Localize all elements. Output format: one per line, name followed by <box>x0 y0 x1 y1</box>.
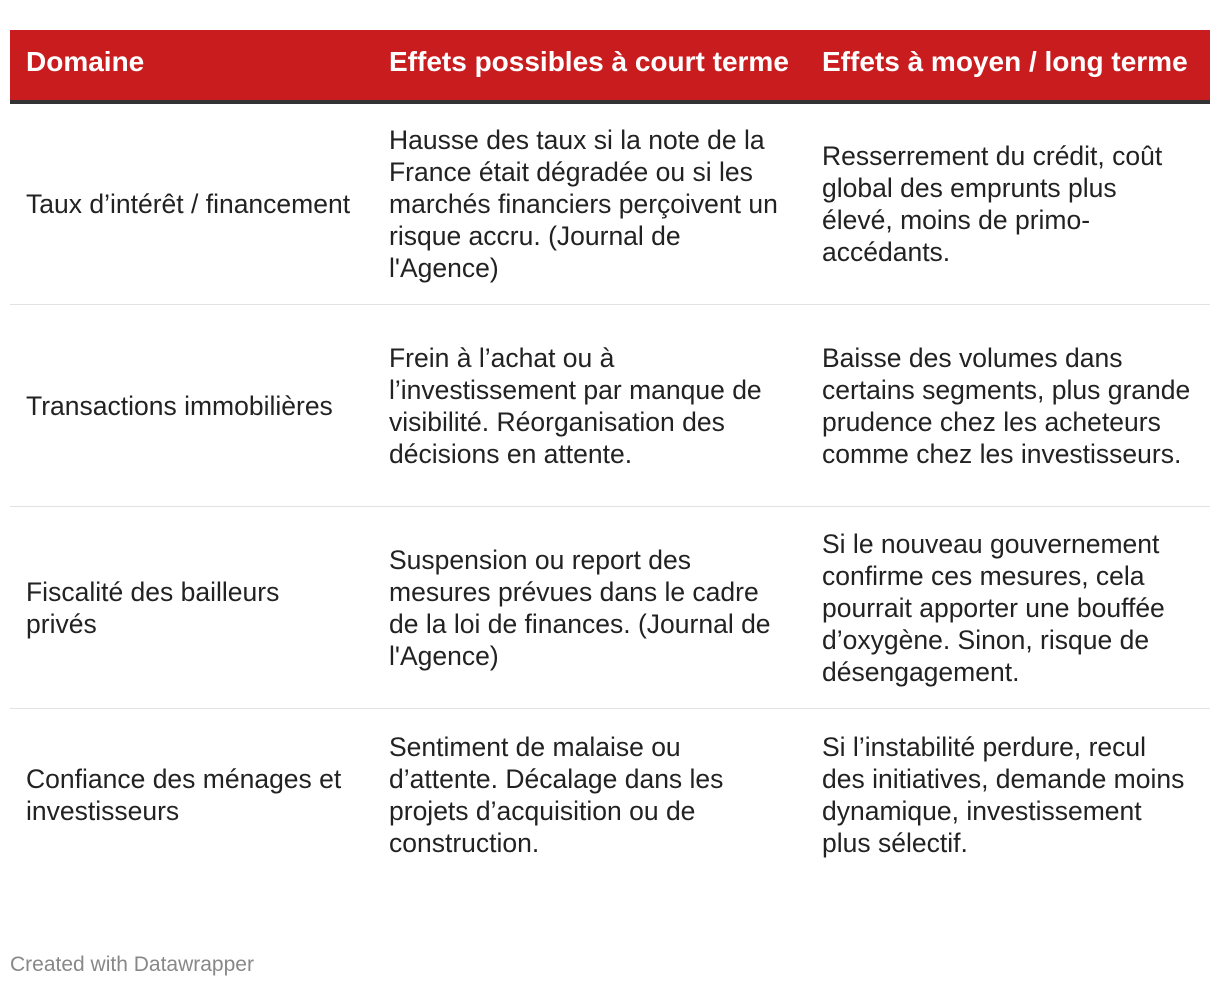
cell-domaine: Fiscalité des bailleurs privés <box>10 507 373 709</box>
table-row <box>10 507 1210 709</box>
table-header-row <box>10 30 1210 102</box>
cell-court-terme: Suspension ou report des mesures prévues dans le cadre de la loi de finances. (Journal de l'Agence) <box>373 507 806 709</box>
table-row <box>10 709 1210 882</box>
cell-court-terme: Frein à l’achat ou à l’investissement par manque de visibilité. Réorganisation des décisions en attente. <box>373 305 806 507</box>
cell-long-terme: Si l’instabilité perdure, recul des initiatives, demande moins dynamique, investissement plus sélectif. <box>822 732 1185 858</box>
table-row <box>10 102 1210 305</box>
data-table <box>10 30 1210 881</box>
datawrapper-credit: Created with Datawrapper <box>10 953 254 976</box>
cell-court-terme: Hausse des taux si la note de la France était dégradée ou si les marchés financiers perçoivent un risque accru. (Journal de l'Agence) <box>373 102 806 305</box>
column-header-domaine: Domaine <box>10 30 373 102</box>
cell-domaine: Confiance des ménages et investisseurs <box>26 764 342 826</box>
column-header-court-terme: Effets possibles à court terme <box>373 30 806 102</box>
table-body <box>10 102 1210 881</box>
cell-domaine: Taux d’intérêt / financement <box>10 102 373 305</box>
table-header <box>10 30 1210 102</box>
cell-long-terme: Si le nouveau gouvernement confirme ces mesures, cela pourrait apporter une bouffée d’oxygène. Sinon, risque de désengagement. <box>806 507 1210 709</box>
table-row <box>10 305 1210 507</box>
cell-court-terme: Sentiment de malaise ou d’attente. Décalage dans les projets d’acquisition ou de construction. <box>389 732 724 858</box>
cell-long-terme: Baisse des volumes dans certains segments, plus grande prudence chez les acheteurs comme chez les investisseurs. <box>806 305 1210 507</box>
column-header-long-terme: Effets à moyen / long terme <box>806 30 1210 102</box>
cell-domaine: Transactions immobilières <box>10 305 373 507</box>
cell-long-terme: Resserrement du crédit, coût global des emprunts plus élevé, moins de primo-accédants. <box>806 102 1210 305</box>
data-table-container <box>10 30 1210 881</box>
